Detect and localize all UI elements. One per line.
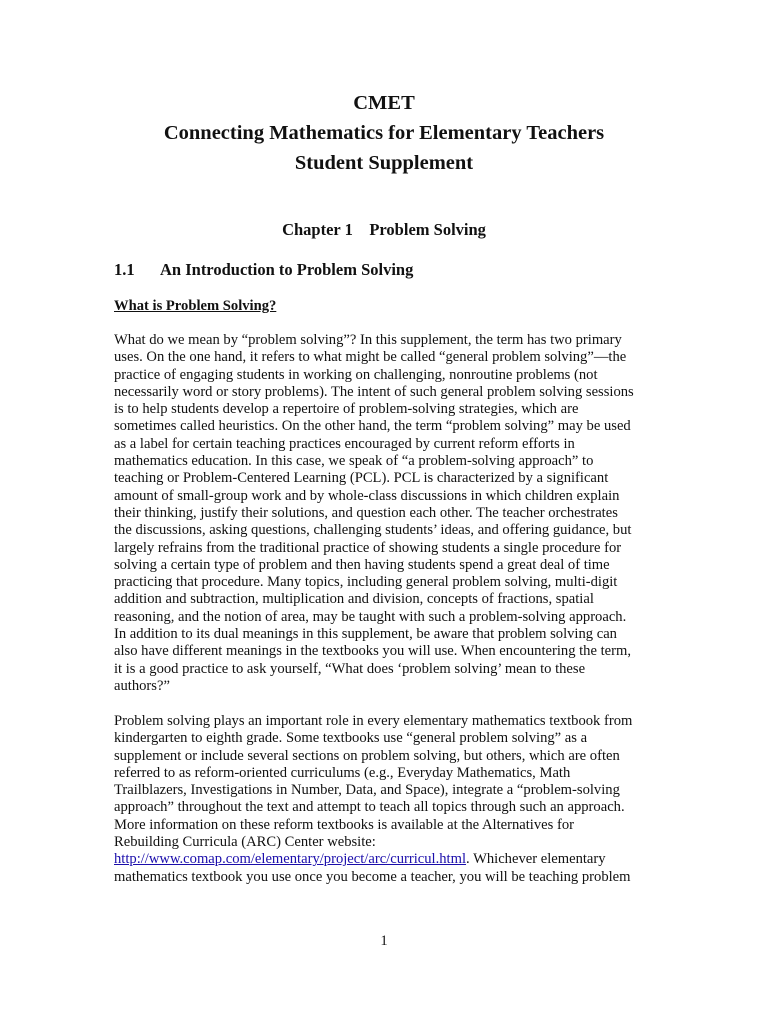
paragraph-line: amount of small-group work and by whole-class discussions in which children explain bbox=[114, 487, 620, 504]
chapter-heading bbox=[0, 218, 768, 242]
paragraph-line: largely refrains from the traditional practice of showing students a single procedure for bbox=[114, 539, 622, 556]
section-number: 1.1 bbox=[114, 260, 135, 279]
chapter-label: Chapter 1 bbox=[282, 220, 353, 239]
page-number: 1 bbox=[380, 933, 388, 949]
paragraph-line: supplement or include several sections on problem solving, but others, which are often bbox=[114, 747, 620, 764]
paragraph-line: mathematics education. In this case, we speak of “a problem-solving approach” to bbox=[114, 453, 594, 470]
paragraph-line: as a label for certain teaching practices encouraged by current reform efforts in bbox=[114, 435, 575, 452]
paragraph-link-line bbox=[114, 851, 654, 868]
paragraph-line: addition and subtraction, multiplication and division, concepts of fractions, spatial bbox=[114, 591, 594, 608]
title-line-2: Connecting Mathematics for Elementary Teachers bbox=[163, 122, 605, 144]
paragraph-line: What do we mean by “problem solving”? In this supplement, the term has two primary bbox=[114, 332, 622, 348]
paragraph-line: teaching or Problem-Centered Learning (PCL). PCL is characterized by a significant bbox=[114, 470, 609, 487]
paragraph-line: authors?” bbox=[114, 677, 170, 694]
paragraph-line: mathematics textbook you use once you become a teacher, you will be teaching problem bbox=[114, 868, 631, 885]
link-trailing-text: . Whichever elementary bbox=[466, 851, 606, 868]
paragraph-2 bbox=[114, 713, 654, 886]
paragraph-line: Problem solving plays an important role in every elementary mathematics textbook from bbox=[114, 713, 633, 729]
subheading: What is Problem Solving? bbox=[114, 298, 277, 314]
document-title bbox=[0, 88, 768, 178]
paragraph-line: practicing that procedure. Many topics, including general problem solving, multi-digit bbox=[114, 574, 618, 591]
paragraph-line: also have different meanings in the textbooks you will use. When encountering the term, bbox=[114, 643, 632, 660]
paragraph-line: solving a certain type of problem and then having students spend a great deal of time bbox=[114, 556, 610, 573]
paragraph-1 bbox=[114, 332, 654, 695]
paragraph-line: reasoning, and the notion of area, may be taught with such a problem-solving approach. bbox=[114, 608, 627, 625]
paragraph-line: In addition to its dual meanings in this supplement, be aware that problem solving can bbox=[114, 626, 617, 643]
paragraph-line: Trailblazers, Investigations in Number, Data, and Space), integrate a “problem-solving bbox=[114, 782, 620, 799]
paragraph-line: necessarily word or story problems). The intent of such general problem solving sessions bbox=[114, 383, 634, 400]
paragraph-line: their thinking, justify their solutions, and question each other. The teacher orchestrates bbox=[114, 504, 618, 521]
paragraph-line: uses. On the one hand, it refers to what might be called “general problem solving”—the bbox=[114, 349, 627, 366]
chapter-title: Problem Solving bbox=[369, 220, 486, 239]
paragraph-line: kindergarten to eighth grade. Some textbooks use “general problem solving” as a bbox=[114, 730, 588, 747]
paragraph-line: it is a good practice to ask yourself, “What does ‘problem solving’ mean to these bbox=[114, 660, 586, 677]
paragraph-line: sometimes called heuristics. On the other hand, the term “problem solving” may be used bbox=[114, 418, 631, 435]
paragraph-line: the discussions, asking questions, challenging students’ ideas, and offering guidance, but bbox=[114, 522, 632, 539]
paragraph-line: practice of engaging students in working on challenging, nonroutine problems (not bbox=[114, 366, 598, 383]
arc-website-link[interactable]: http://www.comap.com/elementary/project/arc/curricul.html bbox=[114, 851, 467, 868]
title-line-1: CMET bbox=[353, 92, 415, 114]
title-line-3: Student Supplement bbox=[294, 152, 474, 174]
section-title: An Introduction to Problem Solving bbox=[160, 260, 414, 279]
section-heading bbox=[114, 258, 413, 282]
paragraph-line: approach” throughout the text and attempt to teach all topics through such an approach. bbox=[114, 799, 625, 816]
paragraph-line: referred to as reform-oriented curriculums (e.g., Everyday Mathematics, Math bbox=[114, 764, 571, 781]
paragraph-line: is to help students develop a repertoire of problem-solving strategies, which are bbox=[114, 401, 579, 418]
paragraph-line: More information on these reform textbooks is available at the Alternatives for bbox=[114, 816, 574, 833]
paragraph-line: Rebuilding Curricula (ARC) Center website: bbox=[114, 834, 376, 851]
